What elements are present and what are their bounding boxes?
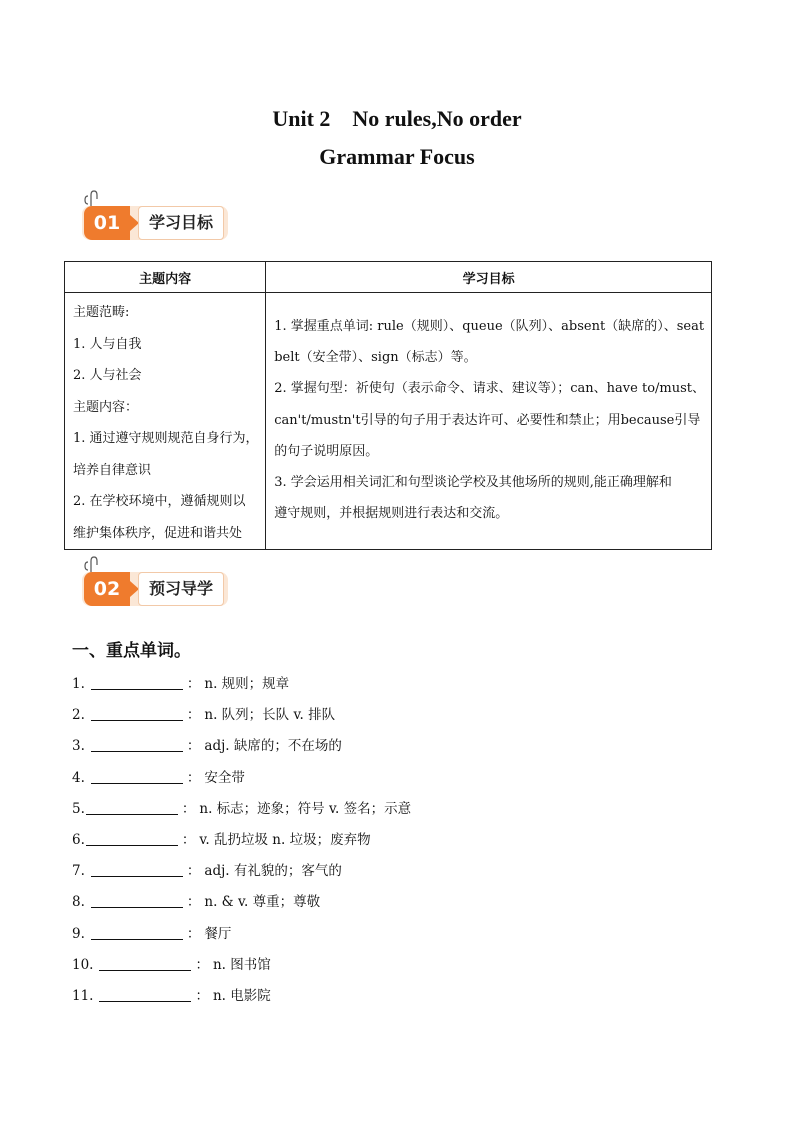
list-item: 5. ： n. 标志；迹象；符号 v. 签名；示意 xyxy=(72,800,412,817)
goal-line: belt（安全带）、sign（标志）等。 xyxy=(274,350,477,366)
section-badge-preview-guide xyxy=(82,562,232,606)
item-number: 2. xyxy=(72,707,85,724)
theme-line: 主题内容： xyxy=(73,399,139,415)
item-meaning: n. 标志；迹象；符号 v. 签名；示意 xyxy=(199,800,412,817)
table-header-row xyxy=(65,262,712,293)
item-meaning: n. & v. 尊重；尊敬 xyxy=(204,894,321,911)
item-meaning: n. 规则；规章 xyxy=(204,676,290,692)
answer-blank[interactable] xyxy=(86,844,178,846)
section-label: 预习导学 xyxy=(138,572,224,606)
theme-line: 1. 人与自我 xyxy=(73,336,142,352)
goal-line: 2. 掌握句型：祈使句（表示命令、请求、建议等）；can、have to/must、 xyxy=(274,381,705,397)
section-badge-learning-goals xyxy=(82,196,232,240)
item-meaning: adj. 缺席的；不在场的 xyxy=(204,738,342,755)
item-number: 10. xyxy=(72,956,94,973)
vocab-heading: 一、重点单词。 xyxy=(72,641,191,661)
list-item: 8. ： n. & v. 尊重；尊敬 xyxy=(72,894,321,911)
item-number: 11. xyxy=(72,987,94,1004)
section-label: 学习目标 xyxy=(138,206,224,240)
lesson-subtitle: Grammar Focus xyxy=(319,144,475,169)
list-item: 10. ： n. 图书馆 xyxy=(72,956,271,973)
unit-title: Unit 2 No rules,No order xyxy=(272,106,522,131)
theme-line: 培养自律意识 xyxy=(73,462,152,478)
theme-line: 1. 通过遵守规则规范自身行为， xyxy=(73,431,259,446)
header-learning-goals: 学习目标 xyxy=(266,262,712,293)
item-meaning: n. 队列；长队 v. 排队 xyxy=(204,707,336,724)
item-number: 8. xyxy=(72,894,85,911)
list-item: 9. ： 餐厅 xyxy=(72,925,232,942)
list-item: 1. ： n. 规则；规章 xyxy=(72,676,290,692)
answer-blank[interactable] xyxy=(91,906,183,908)
answer-blank[interactable] xyxy=(91,875,183,877)
item-number: 4. xyxy=(72,769,85,786)
goal-line: can't/mustn't引导的句子用于表达许可、必要性和禁止；用because引导 xyxy=(274,412,701,428)
theme-line: 2. 在学校环境中，遵循规则以 xyxy=(73,494,246,509)
section-number: 02 xyxy=(84,572,130,606)
item-meaning: adj. 有礼貌的；客气的 xyxy=(204,863,342,880)
theme-line: 2. 人与社会 xyxy=(73,368,142,383)
learning-goals-cell xyxy=(266,293,712,550)
list-item: 6. ： v. 乱扔垃圾 n. 垃圾；废弃物 xyxy=(72,831,371,848)
item-meaning: 安全带 xyxy=(204,769,245,786)
vocab-list xyxy=(72,672,411,1015)
learning-goals-table xyxy=(64,261,712,550)
goal-line: 3. 学会运用相关词汇和句型谈论学校及其他场所的规则,能正确理解和 xyxy=(274,475,672,491)
answer-blank[interactable] xyxy=(99,969,191,971)
list-item: 11. ： n. 电影院 xyxy=(72,987,271,1004)
list-item: 3. ： adj. 缺席的；不在场的 xyxy=(72,738,342,755)
list-item: 2. ： n. 队列；长队 v. 排队 xyxy=(72,707,336,724)
list-item: 7. ： adj. 有礼貌的；客气的 xyxy=(72,863,342,880)
answer-blank[interactable] xyxy=(86,813,178,815)
theme-content-cell xyxy=(65,293,266,550)
item-meaning: v. 乱扔垃圾 n. 垃圾；废弃物 xyxy=(199,831,371,848)
table-row xyxy=(65,293,712,550)
answer-blank[interactable] xyxy=(91,782,183,784)
goal-line: 的句子说明原因。 xyxy=(274,443,379,459)
answer-blank[interactable] xyxy=(91,688,183,690)
item-meaning: 餐厅 xyxy=(204,925,232,942)
answer-blank[interactable] xyxy=(91,938,183,940)
theme-line: 主题范畴: xyxy=(73,305,130,320)
theme-line: 维护集体秩序，促进和谐共处 xyxy=(73,525,243,541)
goal-line: 遵守规则，并根据规则进行表达和交流。 xyxy=(274,506,509,522)
answer-blank[interactable] xyxy=(99,1000,191,1002)
item-number: 5. xyxy=(72,800,85,817)
item-number: 7. xyxy=(72,863,85,880)
item-number: 6. xyxy=(72,831,85,848)
goal-line: 1. 掌握重点单词: rule（规则）、queue（队列）、absent（缺席的）、seat xyxy=(274,319,705,334)
item-meaning: n. 图书馆 xyxy=(212,956,271,973)
section-number: 01 xyxy=(84,206,130,240)
item-number: 3. xyxy=(72,738,85,755)
answer-blank[interactable] xyxy=(91,750,183,752)
header-theme-content: 主题内容 xyxy=(65,262,266,293)
item-meaning: n. 电影院 xyxy=(212,987,271,1004)
answer-blank[interactable] xyxy=(91,719,183,721)
list-item: 4. ： 安全带 xyxy=(72,769,245,786)
item-number: 9. xyxy=(72,925,85,942)
item-number: 1. xyxy=(72,676,85,692)
